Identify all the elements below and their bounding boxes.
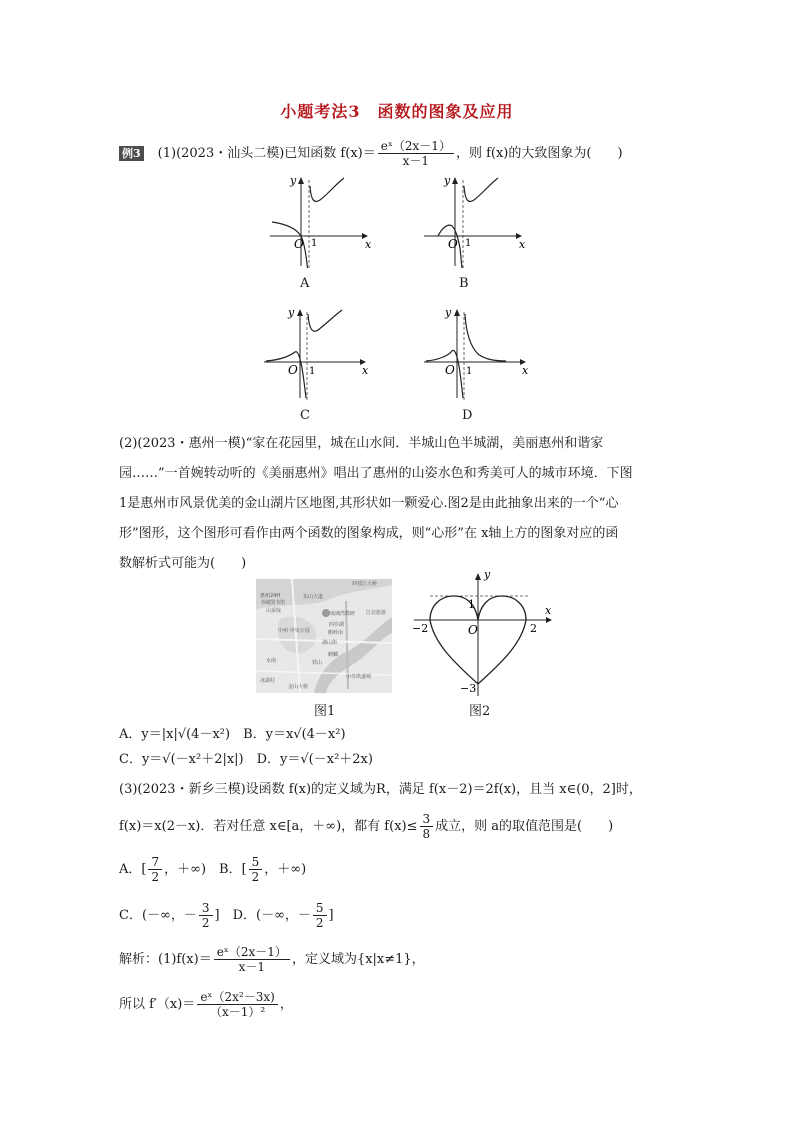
svg-text:x: x <box>522 364 529 377</box>
fig1-caption: 图1 <box>314 704 336 719</box>
q1-fraction-num: eˣ（2x－1） <box>378 139 454 154</box>
option-label-b: B <box>459 276 469 291</box>
fraction: $\frac{\text{eˣ（2x－1）}}{x-1}$ <box>214 945 290 974</box>
graph-b <box>416 170 526 270</box>
map-label: 琉璃湾教研 <box>330 611 356 617</box>
solution-line2: 所以 f′（x)＝ $\frac{\text{eˣ（2x²－3x)}}{\text{（x－1）²}}$ ， <box>119 990 293 1019</box>
map-label: 西枝江大桥 <box>352 581 378 587</box>
map-label: 江北旅游 <box>366 610 387 616</box>
fraction: $\frac{\text{eˣ（2x²－3x)}}{\text{（x－1）²}}$ <box>197 990 278 1019</box>
q2-line: (2)(2023・惠州一模)“家在花园里，城在山水间．半城山色半城湖，美丽惠州和谐家 <box>119 436 604 451</box>
q1-fraction <box>378 139 454 168</box>
fraction: $\frac{7}{2}$ <box>148 855 162 884</box>
q1-stem-pre: (1)(2023・汕头二模)已知函数 f(x)＝ <box>157 146 376 161</box>
svg-text:1: 1 <box>468 598 475 611</box>
svg-text:1: 1 <box>309 366 316 377</box>
svg-text:O: O <box>294 237 304 251</box>
q3-options-ab: A．[ $\frac{7}{2}$ ，＋∞) B．[ $\frac{5}{2}$ ，＋∞) <box>119 855 307 884</box>
svg-text:O: O <box>448 237 458 251</box>
fraction: $\frac{5}{2}$ <box>249 855 263 884</box>
svg-text:y: y <box>290 174 297 187</box>
svg-text:x: x <box>365 238 372 251</box>
svg-text:x: x <box>519 238 526 251</box>
svg-text:x: x <box>545 604 552 617</box>
fraction: $\frac{3}{2}$ <box>199 901 213 930</box>
svg-text:y: y <box>445 306 452 319</box>
map-label: 中州 中央公园 <box>278 628 310 634</box>
map-label: 东山大道 <box>303 594 324 600</box>
map-label: 金山大桥 <box>288 684 309 690</box>
map-label: 铁山 <box>312 660 323 666</box>
graph-a <box>262 170 372 270</box>
q3-line2-pre: f(x)＝x(2－x)．若对任意 x∈[a，＋∞)，都有 f(x)≤ <box>119 819 418 834</box>
curve <box>308 310 342 331</box>
svg-text:1: 1 <box>466 366 473 377</box>
map-label: 四岁湖 <box>329 622 345 628</box>
q2-line: 数解析式可能为( ) <box>119 556 247 571</box>
q2-line: 形”图形，这个图形可看作由两个函数的图象构成，则“心形”在 x轴上方的图象对应的函 <box>119 526 619 541</box>
curve <box>310 178 344 201</box>
q1-fraction-den: x－1 <box>402 154 430 168</box>
q1-stem-post: ，则 f(x)的大致图象为( ) <box>455 146 623 161</box>
curve <box>464 178 498 201</box>
option-label-c: C <box>300 408 310 423</box>
solution-line1: 解析：(1)f(x)＝ $\frac{\text{eˣ（2x－1）}}{x-1}$ ，定义域为{x|x≠1}， <box>119 945 425 974</box>
q1-stem <box>119 139 623 168</box>
option-label-a: A <box>300 276 310 291</box>
q2-options-ab: A．y＝|x|√(4－x²) B．y＝x√(4－x²) <box>119 727 346 742</box>
q3-line2-post: 成立，则 a的取值范围是( ) <box>435 819 614 834</box>
map-image <box>256 579 392 693</box>
heart-graph <box>400 564 560 698</box>
q3-line1: (3)(2023・新乡三模)设函数 f(x)的定义域为R，满足 f(x－2)＝2f(x)，且当 x∈(0，2]时， <box>119 782 642 797</box>
q2-line: 园……”一首婉转动听的《美丽惠州》唱出了惠州的山姿水色和秀美可人的城市环境．下图 <box>119 466 633 481</box>
svg-text:1: 1 <box>465 238 472 249</box>
svg-text:−2: −2 <box>412 622 429 635</box>
svg-text:2: 2 <box>530 622 537 635</box>
svg-text:y: y <box>484 568 491 581</box>
q2-line: 1是惠州市风景优美的金山湖片区地图,其形状如一颗爱心.图2是由此抽象出来的一个“心 <box>119 496 619 511</box>
svg-text:x: x <box>362 364 369 377</box>
map-label: 书城图书馆 <box>260 600 286 606</box>
svg-text:1: 1 <box>311 238 318 249</box>
fraction: $\frac{5}{2}$ <box>313 901 327 930</box>
svg-text:y: y <box>288 306 295 319</box>
map-label: 中苏凯盛城 <box>346 674 372 680</box>
map-label: 鹅岭南 <box>328 630 344 636</box>
graph-d <box>422 302 532 402</box>
svg-text:O: O <box>468 623 478 637</box>
q2-paragraph <box>119 429 675 579</box>
q3-options-cd: C．(－∞，－ $\frac{3}{2}$ ] D．(－∞，－ $\frac{5}{2}$ ] <box>119 901 334 930</box>
svg-text:−3: −3 <box>460 682 477 695</box>
graph-c <box>262 302 372 402</box>
option-label-d: D <box>462 408 473 423</box>
map-label: 湖山街 <box>322 640 338 646</box>
fig2-caption: 图2 <box>469 704 491 719</box>
q3-line2 <box>119 812 613 841</box>
svg-text:y: y <box>444 174 451 187</box>
map-label: 麒麟 <box>328 652 339 658</box>
q2-options-cd: C．y＝√(－x²＋2|x|) D．y＝√(－x²＋2x) <box>119 752 373 767</box>
svg-text:O: O <box>288 363 298 377</box>
map-label: 水南 <box>266 658 277 664</box>
map-label: 惠州24H <box>260 593 281 599</box>
example-tag: 例3 <box>119 146 144 161</box>
svg-text:O: O <box>445 363 455 377</box>
map-label: 山采线 <box>266 608 282 614</box>
map-label: 冰湖村 <box>260 678 276 684</box>
page-title: 小题考法3 函数的图象及应用 <box>280 102 514 121</box>
fraction: $\frac{3}{8}$ <box>420 812 434 841</box>
curve <box>465 314 506 361</box>
